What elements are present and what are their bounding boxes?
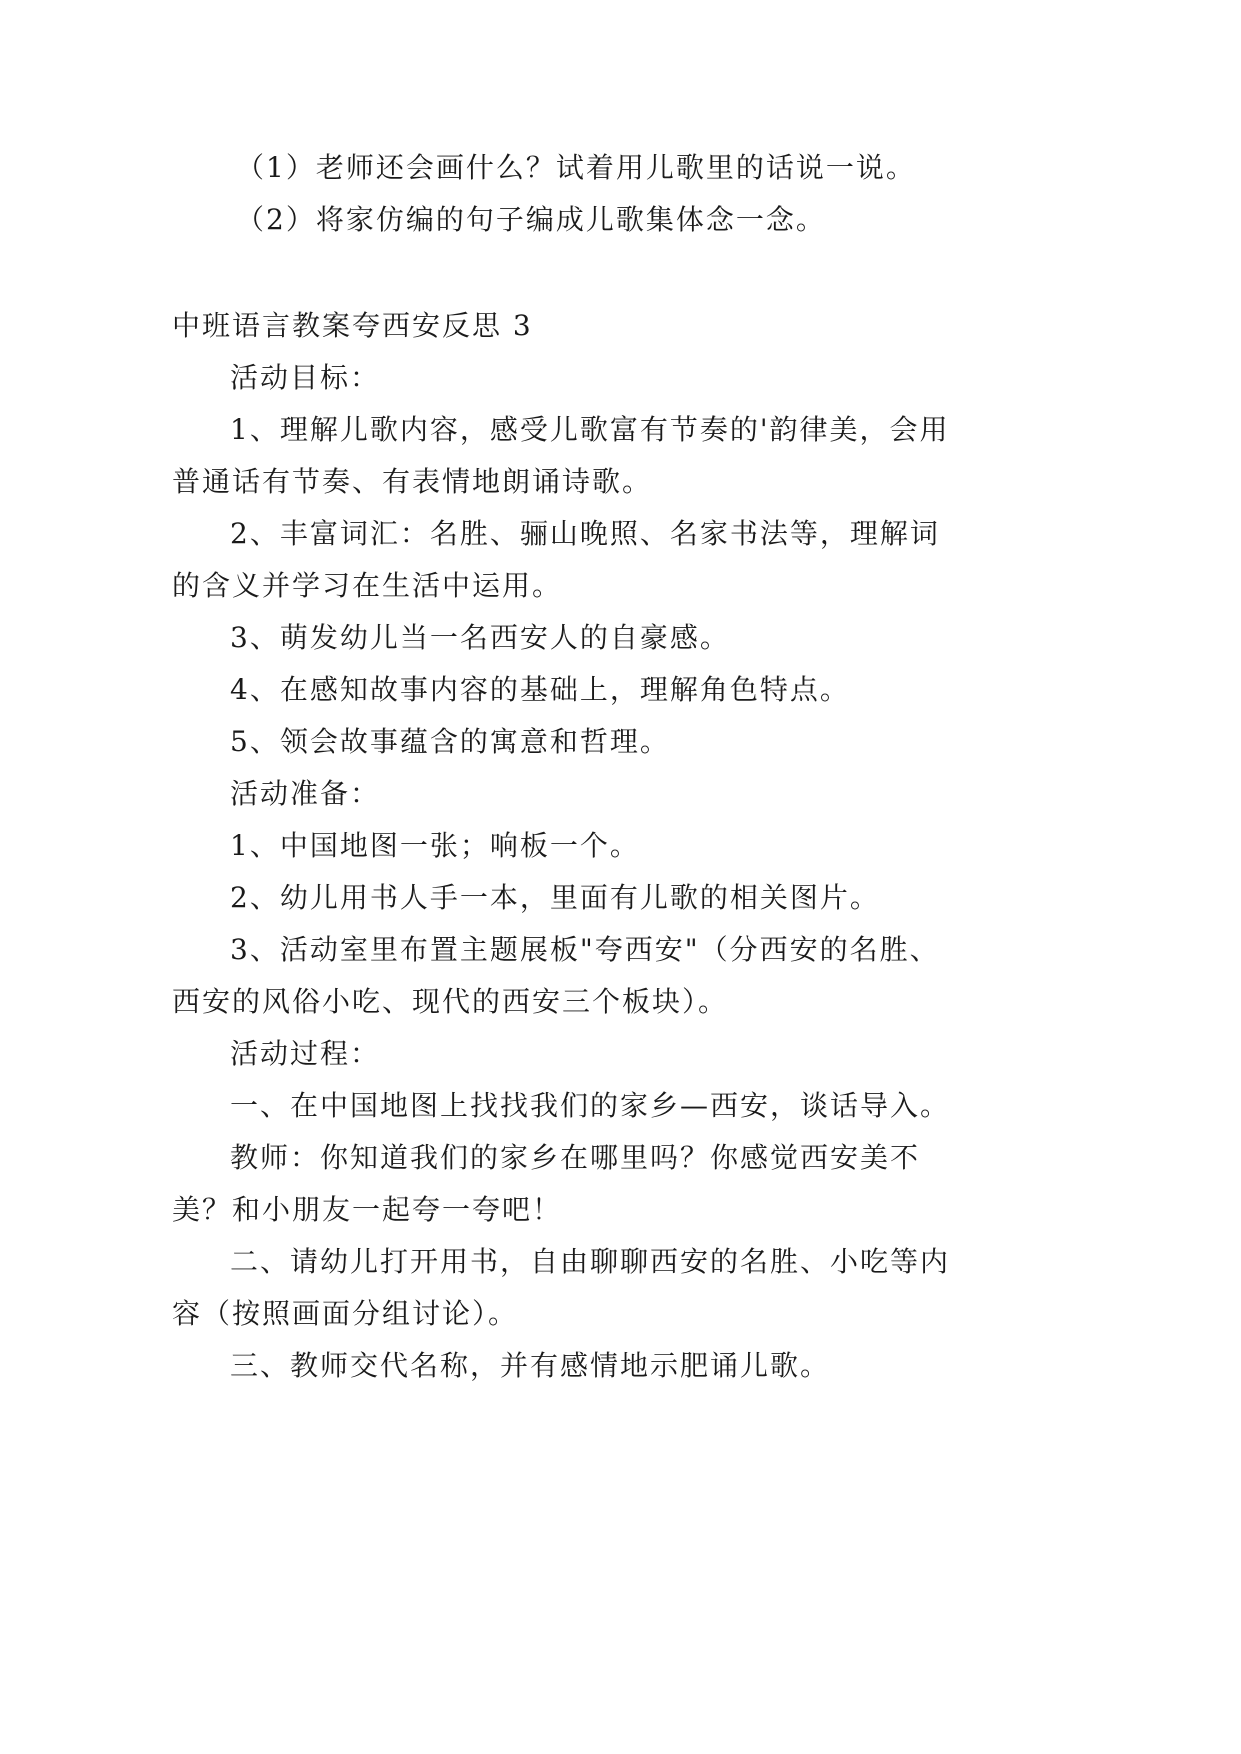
process-step-1-teacher-line-2: 美？和小朋友一起夸一夸吧！ (172, 1193, 563, 1226)
preparation-1: 1、中国地图一张；响板一个。 (230, 829, 640, 862)
preparation-heading: 活动准备： (230, 777, 381, 810)
objectives-heading: 活动目标： (230, 361, 381, 394)
objective-2-line-2: 的含义并学习在生活中运用。 (172, 569, 563, 602)
process-step-3: 三、教师交代名称，并有感情地示肥诵儿歌。 (230, 1349, 831, 1382)
preparation-3-line-2: 西安的风俗小吃、现代的西安三个板块）。 (172, 985, 729, 1018)
preparation-2: 2、幼儿用书人手一本，里面有儿歌的相关图片。 (230, 881, 880, 914)
objective-2-line-1: 2、丰富词汇：名胜、骊山晚照、名家书法等，理解词 (230, 517, 940, 550)
process-step-2-line-1: 二、请幼儿打开用书，自由聊聊西安的名胜、小吃等内 (230, 1245, 951, 1278)
objective-5: 5、领会故事蕴含的寓意和哲理。 (230, 725, 670, 758)
process-step-1: 一、在中国地图上找找我们的家乡—西安，谈话导入。 (230, 1089, 951, 1122)
top-item-1: （1）老师还会画什么？试着用儿歌里的话说一说。 (236, 151, 916, 184)
preparation-3-line-1: 3、活动室里布置主题展板"夸西安"（分西安的名胜、 (230, 933, 940, 966)
top-item-2: （2）将家仿编的句子编成儿歌集体念一念。 (236, 203, 826, 236)
objective-3: 3、萌发幼儿当一名西安人的自豪感。 (230, 621, 730, 654)
objective-4: 4、在感知故事内容的基础上，理解角色特点。 (230, 673, 850, 706)
objective-1-line-1: 1、理解儿歌内容，感受儿歌富有节奏的'韵律美，会用 (230, 413, 950, 446)
process-step-1-teacher-line-1: 教师：你知道我们的家乡在哪里吗？你感觉西安美不 (230, 1141, 921, 1174)
objective-1-line-2: 普通话有节奏、有表情地朗诵诗歌。 (172, 465, 653, 498)
section-title: 中班语言教案夸西安反思 3 (172, 309, 533, 342)
process-step-2-line-2: 容（按照画面分组讨论）。 (172, 1297, 519, 1330)
process-heading: 活动过程： (230, 1037, 381, 1070)
